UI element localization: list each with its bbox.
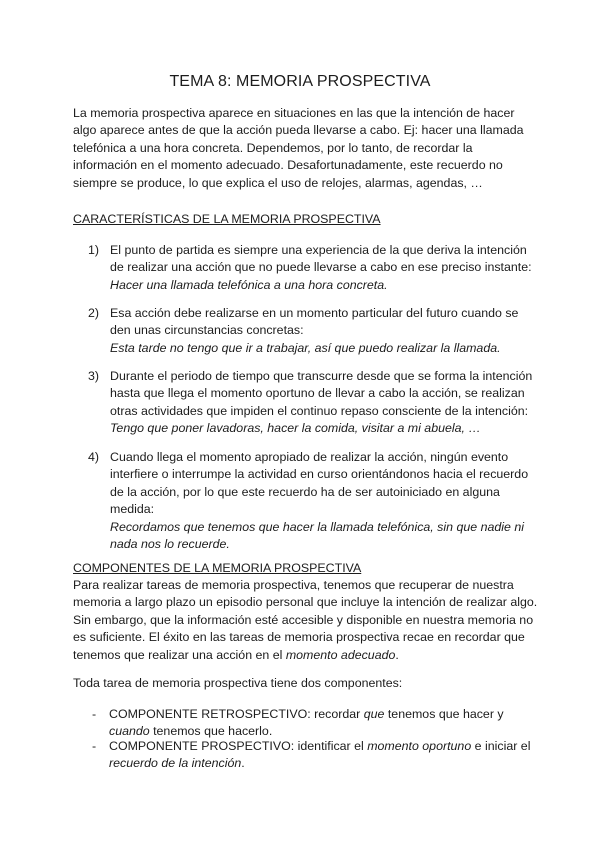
paragraph-line: [73, 647, 543, 664]
item-line: El punto de partida es siempre una experiencia de la que deriva la intención: [110, 243, 527, 257]
page-title: TEMA 8: MEMORIA PROSPECTIVA: [169, 73, 431, 90]
item-line: interfiere o interrumpe la actividad en curso orientándonos hacia el recuerdo: [110, 467, 529, 482]
item-line: Esa acción debe realizarse en un momento particular del futuro cuando se: [110, 306, 519, 320]
item-line: Durante el periodo de tiempo que transcurre desde que se forma la intención: [110, 369, 533, 383]
item-line: medida:: [110, 502, 155, 517]
components-heading: COMPONENTES DE LA MEMORIA PROSPECTIVA: [73, 561, 362, 575]
intro-line: información en el momento adecuado. Desafortunadamente, este recuerdo no: [73, 158, 503, 173]
paragraph-line: Para realizar tareas de memoria prospectiva, tenemos que recuperar de nuestra: [73, 578, 514, 592]
item-line: otras actividades que impiden el continuo repaso consciente de la intención:: [110, 403, 529, 418]
item-line: de la acción, por lo que este recuerdo ha de ser autoiniciado en alguna: [110, 484, 500, 499]
item-number: 3): [88, 369, 100, 383]
intro-line: algo aparece antes de que la acción pueda llevarse a cabo. Ej: hacer una llamada: [73, 123, 524, 138]
emphasis-text: momento oportuno: [367, 739, 472, 753]
components-paragraph: [73, 577, 543, 664]
item-line: den unas circunstancias concretas:: [110, 323, 304, 338]
item-text: .: [241, 756, 245, 771]
paragraph-text: tenemos que realizar una acción en el: [73, 647, 286, 662]
item-example: Esta tarde no tengo que ir a trabajar, así que puedo realizar la llamada.: [110, 340, 501, 355]
item-number: 2): [88, 306, 100, 320]
item-line: de realizar una acción que no puede llevarse a cabo en ese preciso instante:: [110, 260, 532, 275]
emphasis-text: que: [363, 707, 385, 721]
item-line: [109, 738, 539, 755]
item-line: Cuando llega el momento apropiado de realizar la acción, ningún evento: [110, 450, 509, 464]
item-text: tenemos que hacer y: [384, 707, 504, 721]
item-example: Tengo que poner lavadoras, hacer la comida, visitar a mi abuela, …: [110, 421, 481, 436]
emphasis-text: recuerdo de la intención: [109, 756, 242, 771]
item-example: Recordamos que tenemos que hacer la llamada telefónica, sin que nadie ni: [110, 519, 524, 534]
item-text: e iniciar el: [471, 739, 531, 753]
paragraph-text: .: [395, 647, 399, 662]
item-line: [109, 706, 539, 723]
bullet-dash: -: [92, 707, 97, 721]
paragraph-line: Sin embargo, que la información esté accesible y disponible en nuestra memoria no: [73, 612, 534, 627]
item-line: hasta que llega el momento oportuno de llevar a cabo la acción, se realizan: [110, 386, 525, 401]
item-text: tenemos que hacerlo.: [149, 724, 273, 739]
intro-paragraph: [73, 105, 535, 192]
intro-line: telefónica a una hora concreta. Dependemos, por lo tanto, de recordar la: [73, 140, 473, 155]
paragraph-line: es suficiente. El éxito en las tareas de memoria prospectiva recae en recordar que: [73, 630, 525, 645]
item-line: [109, 755, 539, 772]
characteristics-heading: CARACTERÍSTICAS DE LA MEMORIA PROSPECTIVA: [73, 212, 381, 226]
components-lead: Toda tarea de memoria prospectiva tiene dos componentes:: [73, 676, 403, 690]
item-example: nada nos lo recuerde.: [110, 537, 230, 552]
item-example: Hacer una llamada telefónica a una hora concreta.: [110, 277, 388, 292]
item-number: 4): [88, 450, 100, 464]
item-text: COMPONENTE RETROSPECTIVO: recordar: [109, 707, 364, 721]
intro-line: siempre se produce, lo que explica el uso de relojes, alarmas, agendas, …: [73, 175, 483, 190]
item-number: 1): [88, 243, 100, 257]
intro-line: La memoria prospectiva aparece en situaciones en las que la intención de hacer: [73, 106, 515, 120]
bullet-dash: -: [92, 739, 97, 753]
emphasis-text: cuando: [109, 724, 150, 739]
paragraph-line: memoria a largo plazo un episodio personal que incluye la intención de realizar algo.: [73, 595, 538, 610]
emphasis-text: momento adecuado: [285, 647, 396, 662]
item-text: COMPONENTE PROSPECTIVO: identificar el: [109, 739, 368, 753]
